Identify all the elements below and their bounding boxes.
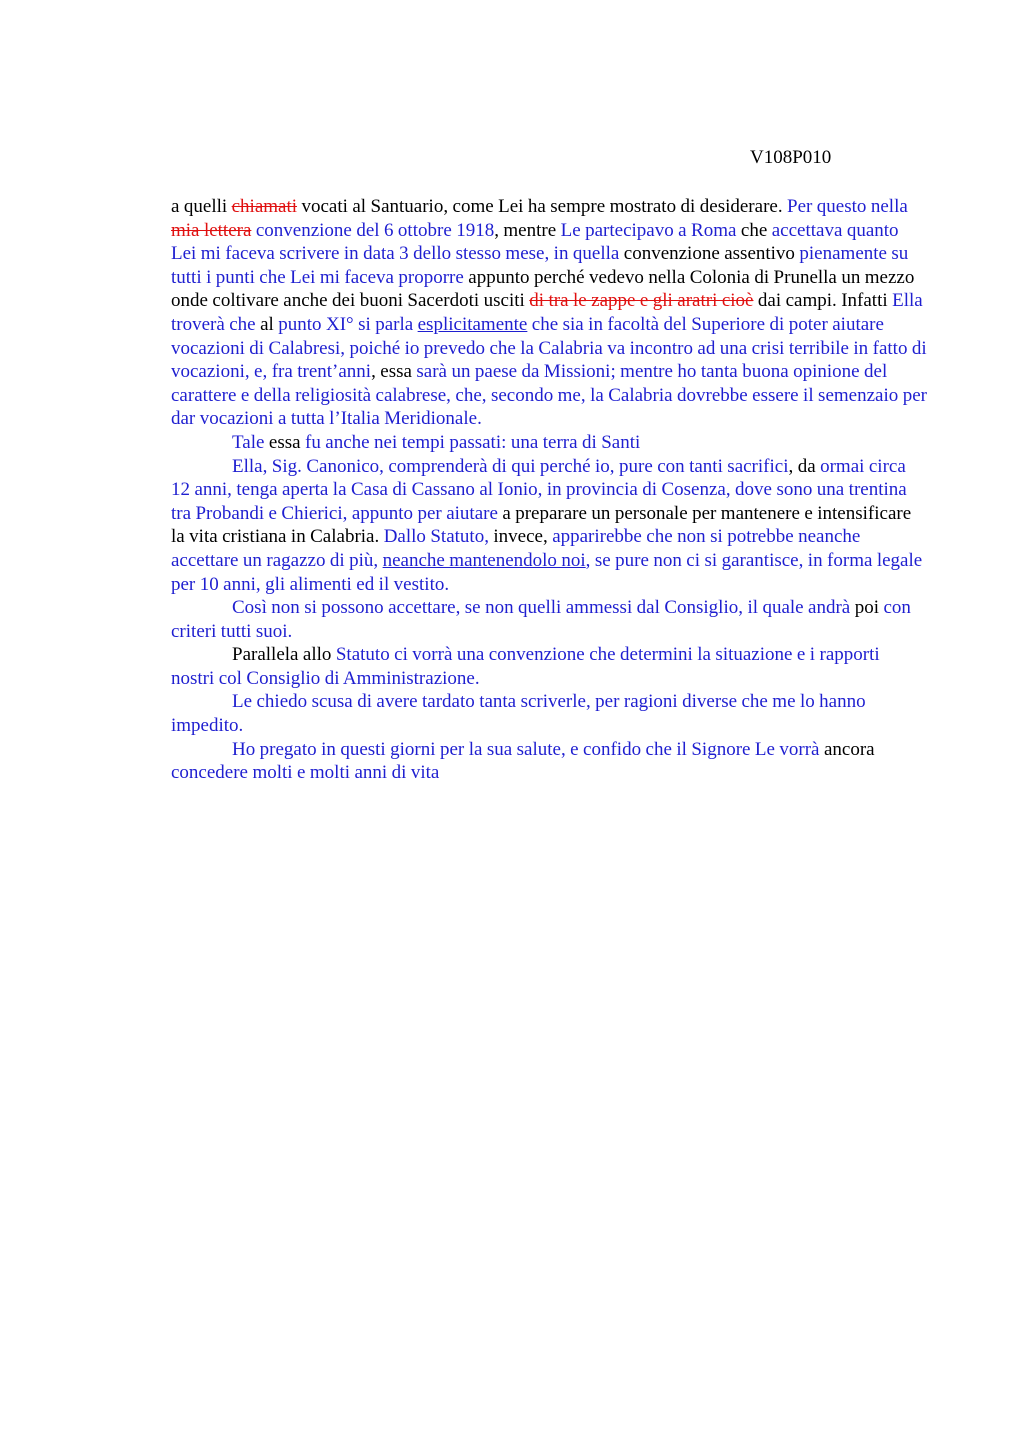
revised-text-run: sarà un paese da Missioni; mentre ho tanta buona opinione del carattere e della religiosità calabrese, che, secondo me, la Calabria dovrebbe essere il semenzaio per dar vocazioni a tutta l’Italia Meridionale. <box>171 361 927 430</box>
revised-text-run: Le chiedo scusa di avere tardato tanta scriverle, per ragioni diverse che me lo hanno impedito. <box>171 691 866 737</box>
text-run: al <box>255 313 279 335</box>
text-run: appunto perché vedevo nella Colonia di Prunella un mezzo onde coltivare anche dei buoni Sacerdoti usciti <box>171 266 915 312</box>
revised-text-run: Ella, Sig. Canonico, comprenderà di qui perché io, pure con tanti sacrifici <box>232 455 789 477</box>
revised-text-run: che sia in facoltà del Superiore di poter aiutare vocazioni di Calabresi, poiché io prevedo che la Calabria va incontro ad una crisi terribile in fatto di vocazioni, e, fra trent’anni <box>171 313 927 383</box>
text-run: poi <box>850 597 884 619</box>
text-run: a preparare un personale per mantenere e intensificare la vita cristiana in Calabria. <box>171 502 912 548</box>
text-run: Parallela allo <box>232 644 336 666</box>
text-run: dai campi. Infatti <box>753 290 893 312</box>
text-run: essa <box>264 431 305 453</box>
paragraph <box>171 738 927 785</box>
revised-text-run: Ella troverà che <box>171 290 923 335</box>
revised-text-run: Ho pregato in questi giorni per la sua salute, e confido che il Signore Le vorrà <box>232 738 820 760</box>
text-run: ancora <box>819 738 875 760</box>
revised-text-run: Così non si possono accettare, se non quelli ammessi dal Consiglio, il quale andrà <box>232 597 851 619</box>
deleted-text-run: mia lettera <box>171 219 252 241</box>
text-run: , mentre <box>494 219 561 241</box>
text-run: , da <box>788 455 821 477</box>
revised-text-run: apparirebbe che non si potrebbe neanche accettare un ragazzo di più, <box>171 526 861 571</box>
revised-text-run: Le partecipavo a Roma <box>560 219 737 241</box>
paragraph <box>171 596 927 643</box>
underlined-text-run: neanche mantenendolo noi <box>382 549 586 571</box>
text-run: convenzione assentivo <box>619 243 800 265</box>
revised-text-run: concedere molti e molti anni di vita <box>171 762 440 784</box>
revised-text-run: Statuto ci vorrà una convenzione che determini la situazione e i rapporti nostri col Consiglio di Amministrazione. <box>171 644 880 689</box>
revised-text-run: punto XI° si parla <box>278 313 418 335</box>
paragraph <box>171 455 927 597</box>
text-run: invece, <box>488 526 553 548</box>
revised-text-run: pienamente su tutti i punti che Lei mi faceva proporre <box>171 243 909 288</box>
text-run: a quelli <box>171 196 232 217</box>
revised-text-run: Tale <box>232 431 265 453</box>
revised-text-run: , se pure non ci si garantisce, in forma legale per 10 anni, gli alimenti ed il vestito. <box>171 549 923 595</box>
deleted-text-run: di tra le zappe e gli aratri cioè <box>529 290 754 312</box>
paragraph <box>171 690 927 737</box>
text-run: che <box>736 219 772 241</box>
revised-text-run: con criteri tutti suoi. <box>171 597 911 642</box>
underlined-text-run: esplicitamente <box>417 313 528 335</box>
revised-text-run: fu anche nei tempi passati: una terra di Santi <box>305 431 641 453</box>
text-run: , essa <box>371 361 417 383</box>
revised-text-run: accettava quanto Lei mi faceva scrivere in data 3 dello stesso mese, in quella <box>171 219 899 265</box>
page-code: V108P010 <box>750 147 832 168</box>
revised-text-run: ormai circa 12 anni, tenga aperta la Casa di Cassano al Ionio, in provincia di Cosenza, dove sono una trentina tra Probandi e Chierici, appunto per aiutare <box>171 455 907 524</box>
paragraph <box>171 431 927 455</box>
paragraph <box>171 195 927 431</box>
deleted-text-run: chiamati <box>231 196 298 217</box>
paragraph <box>171 643 927 690</box>
document-body <box>171 195 927 785</box>
revised-text-run: Per questo nella <box>787 196 908 217</box>
text-run: vocati al Santuario, come Lei ha sempre mostrato di desiderare. <box>297 196 788 217</box>
revised-text-run: Dallo Statuto, <box>383 526 489 548</box>
revised-text-run: convenzione del 6 ottobre 1918 <box>251 219 495 241</box>
